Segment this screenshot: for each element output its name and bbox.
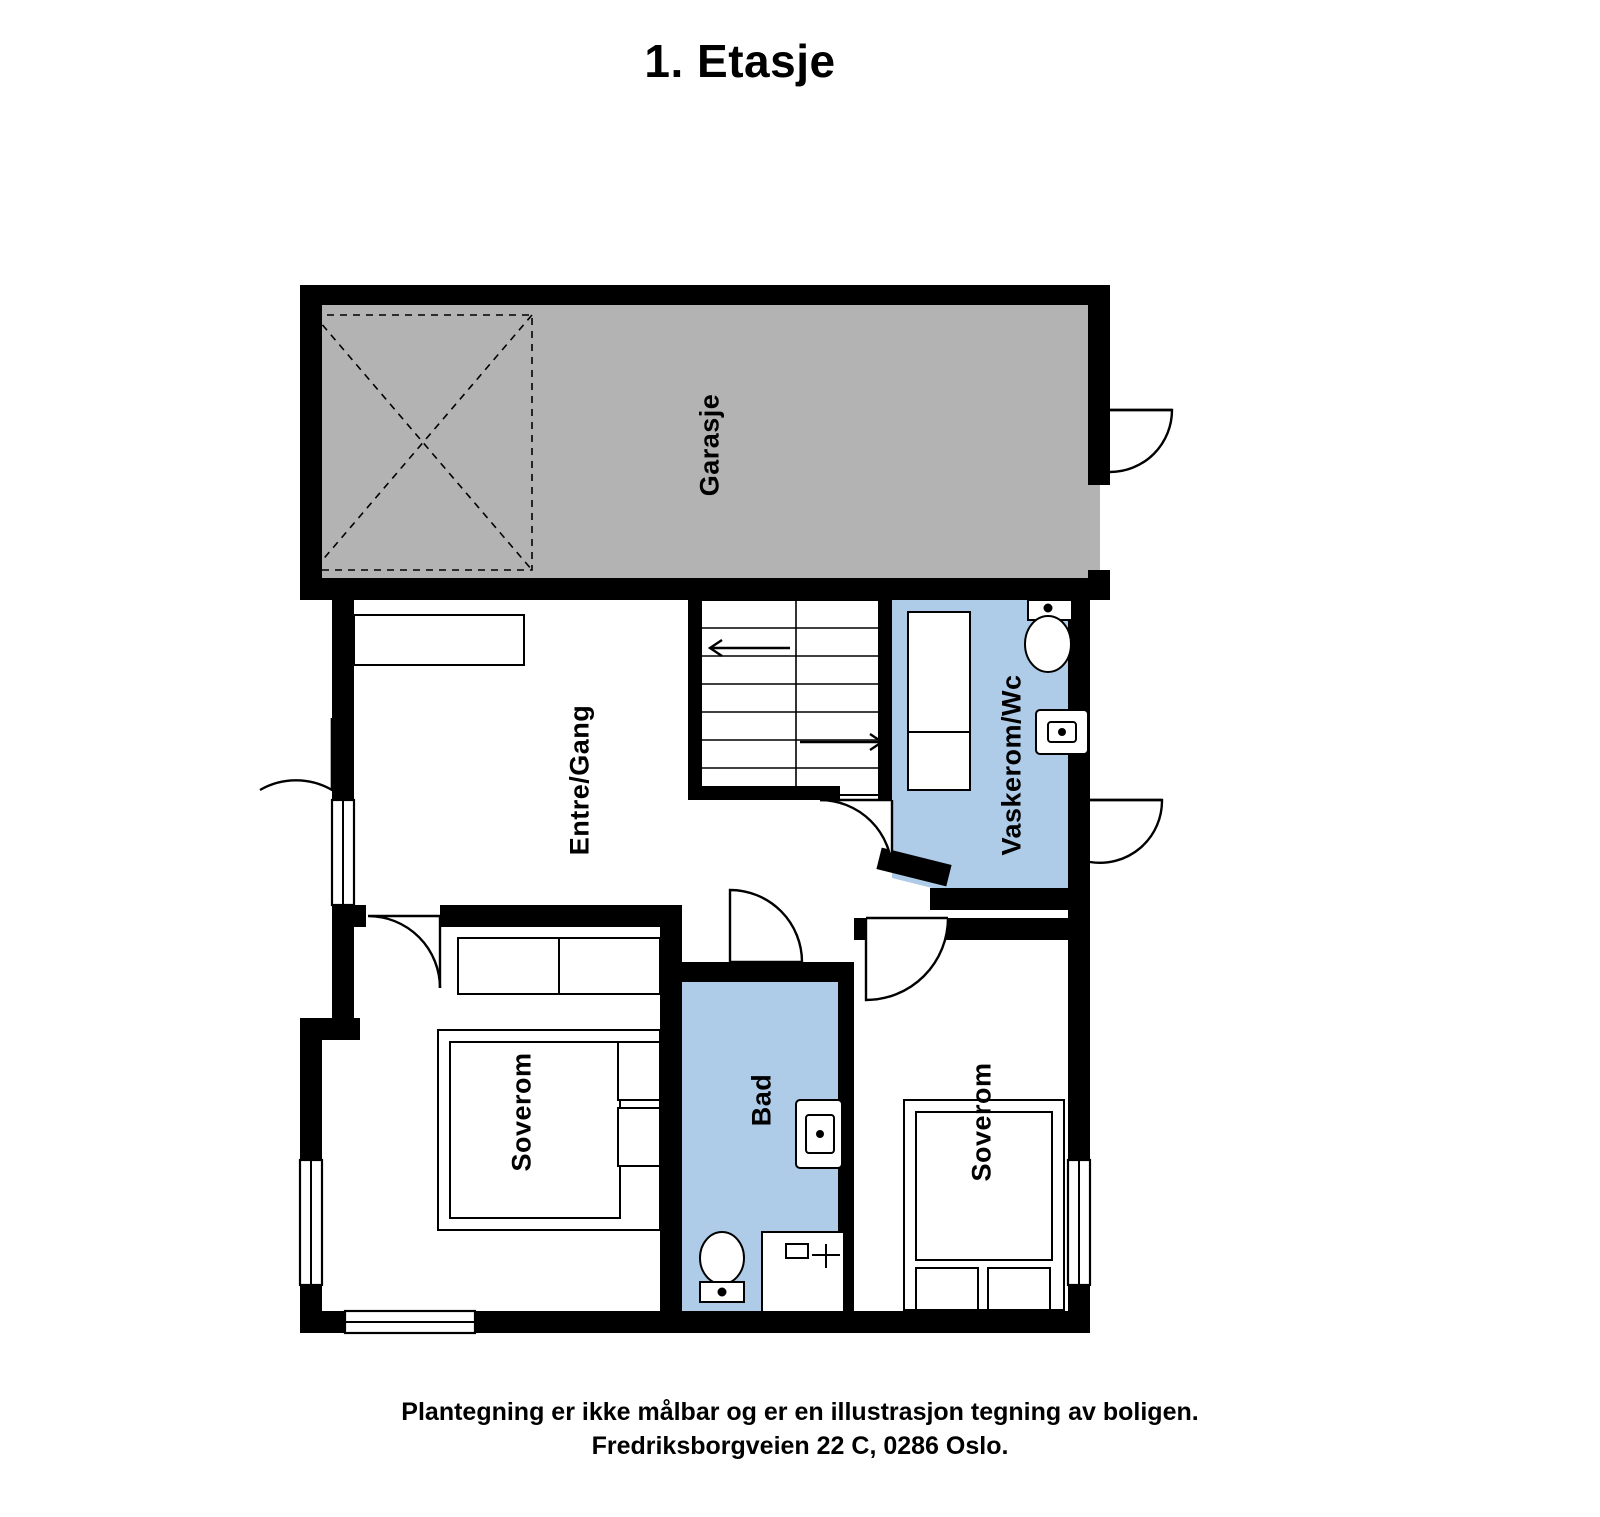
room-garasje xyxy=(300,285,1172,600)
room-label-soverom-ost: Soverom xyxy=(966,1062,997,1182)
door-entry-west xyxy=(260,718,332,790)
window-west-lower xyxy=(300,1160,322,1285)
room-label-garasje: Garasje xyxy=(694,393,725,497)
shower-bad xyxy=(762,1232,844,1312)
room-label-bad: Bad xyxy=(746,1073,777,1127)
staircase xyxy=(688,600,892,800)
room-label-entre-gang: Entre/Gang xyxy=(564,704,595,856)
wardrobe-vest xyxy=(458,938,660,994)
window-south xyxy=(345,1311,475,1333)
page-title: 1. Etasje xyxy=(644,35,836,87)
door-garage-east xyxy=(1110,410,1172,472)
toilet-wc xyxy=(1025,600,1072,672)
sink-wc xyxy=(1036,710,1088,754)
room-label-soverom-vest: Soverom xyxy=(506,1052,537,1172)
door-vaskerom-east xyxy=(1090,800,1162,863)
room-label-vaskerom-wc: Vaskerom/Wc xyxy=(996,674,1027,856)
footer-line-1: Plantegning er ikke målbar og er en illustrasjon tegning av boligen. xyxy=(401,1398,1199,1426)
sink-bad xyxy=(796,1100,842,1168)
window-west-upper xyxy=(332,800,354,905)
toilet-bad xyxy=(700,1232,744,1302)
bed-vest xyxy=(438,1030,660,1230)
footer-line-2: Fredriksborgveien 22 C, 0286 Oslo. xyxy=(591,1431,1009,1460)
window-east xyxy=(1068,1160,1090,1285)
footer-disclaimer xyxy=(0,1396,1600,1464)
